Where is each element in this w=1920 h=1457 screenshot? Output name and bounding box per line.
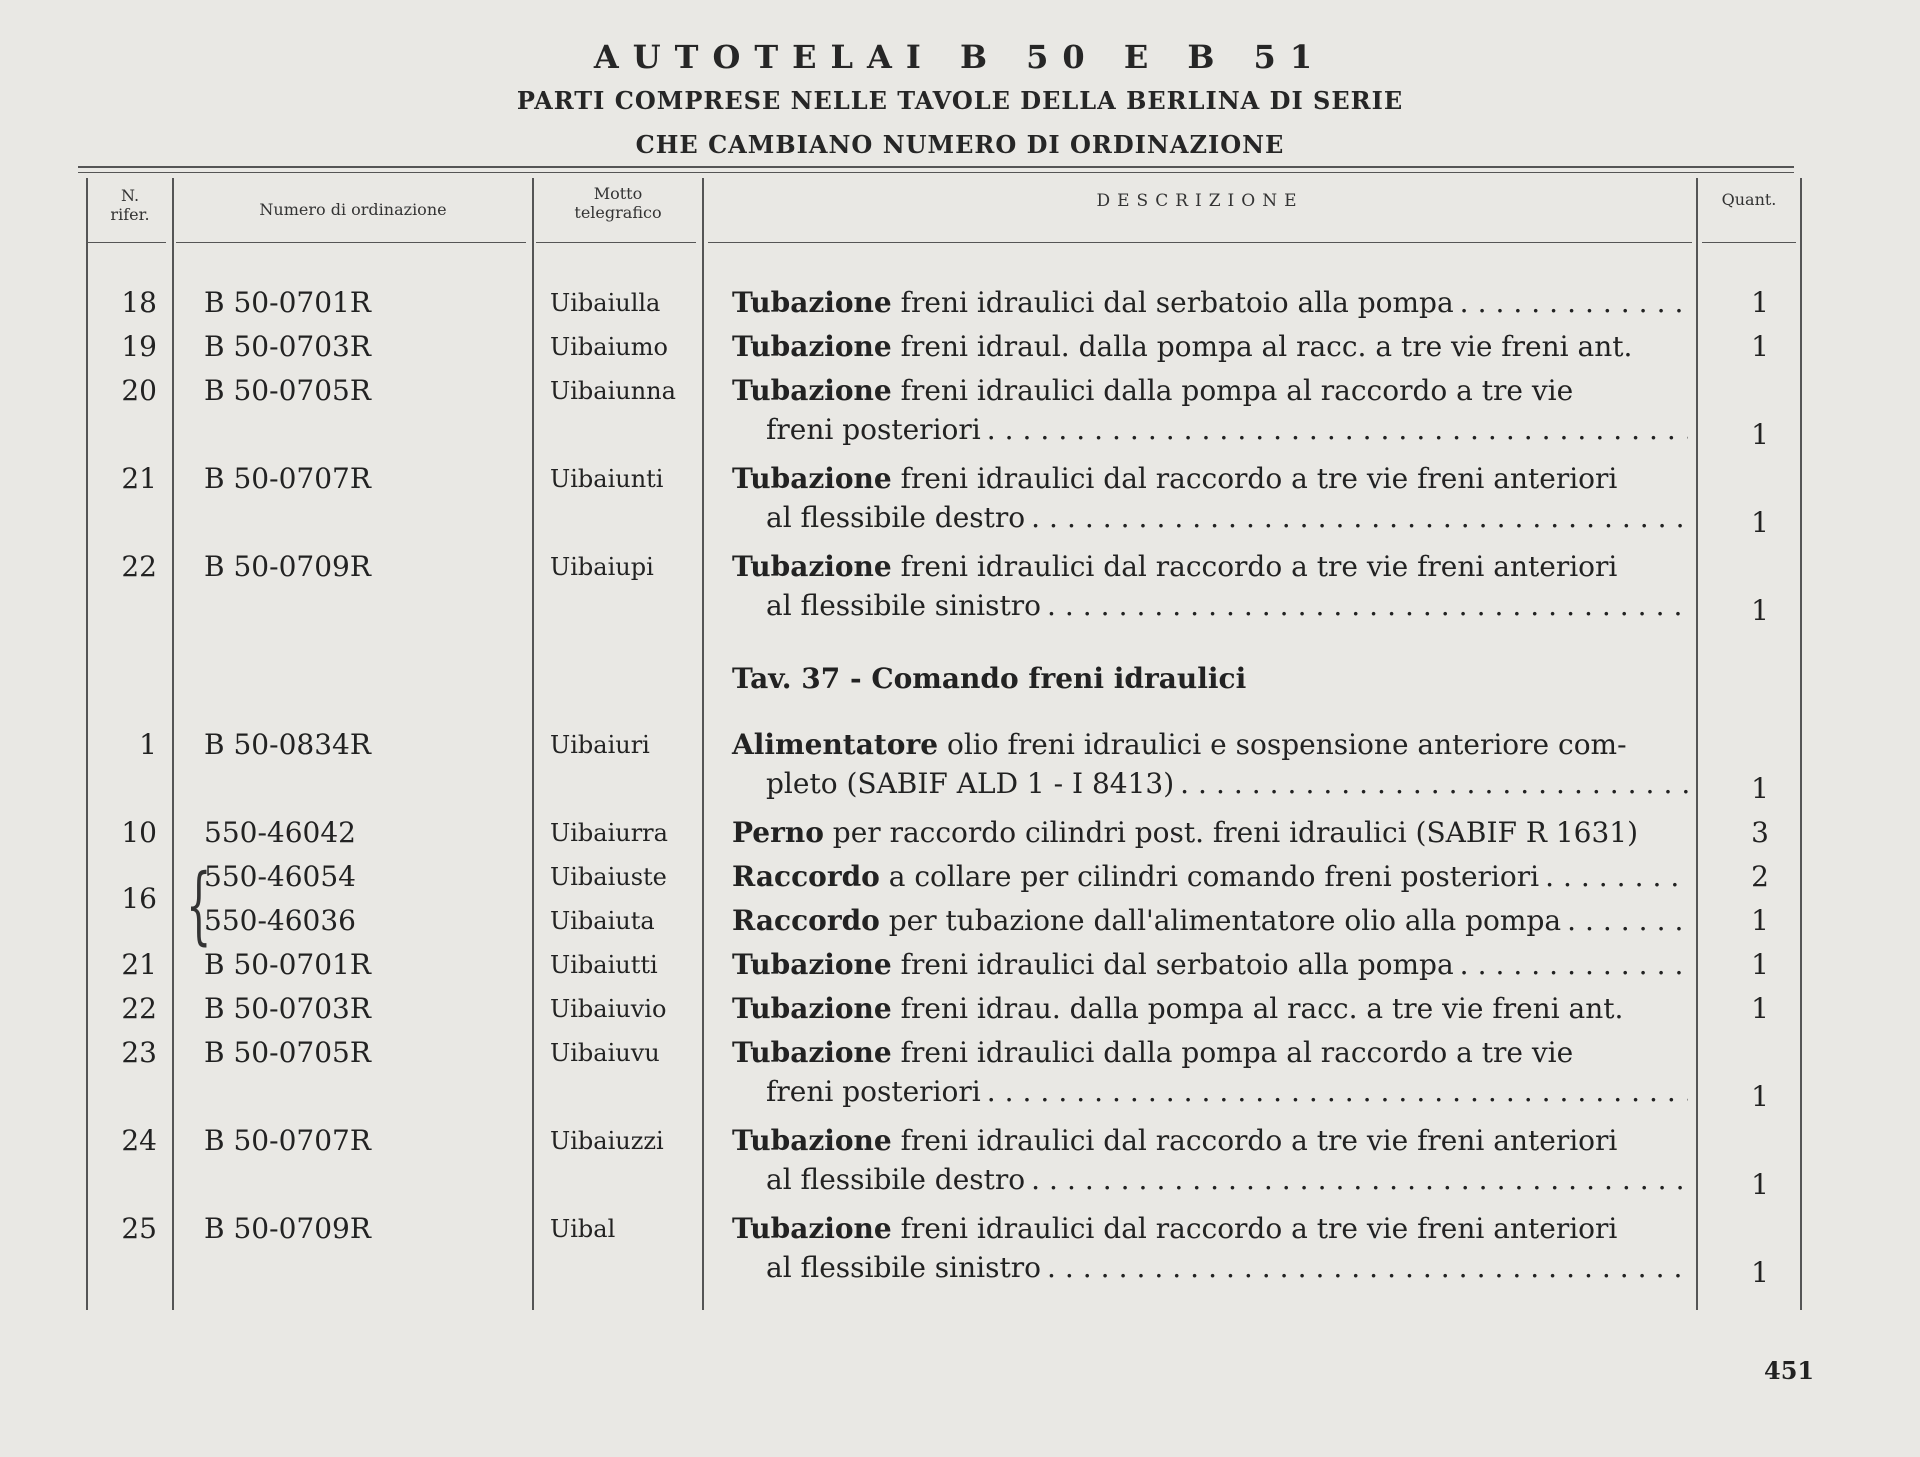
row-ref-number: 25 [121,1212,157,1245]
row-telegraphic-code: Uibaiunna [550,377,676,405]
row-quantity: 1 [1751,1256,1769,1289]
header-description: DESCRIZIONE [1096,191,1304,211]
table-row [0,286,1920,330]
row-desc-text: freni idrau. dalla pompa al racc. a tre vie freni ant. [891,992,1624,1025]
row-desc-text: per tubazione dall'alimentatore olio alla pompa [879,904,1562,937]
row-ref-number: 10 [121,816,157,849]
row-desc-text: olio freni idraulici e sospensione anteriore com- [938,728,1627,761]
row-order-code: B 50-0709R [204,1212,371,1245]
row-quantity: 1 [1751,772,1769,805]
row-telegraphic-code: Uibaiumo [550,333,668,361]
table-row [0,1036,1920,1113]
row-description [732,948,1688,981]
row-desc-keyword: Tubazione [732,992,892,1025]
header-underline [1702,242,1796,243]
row-desc-keyword: Tubazione [732,550,892,583]
row-desc-continuation: freni posteriori [766,413,981,446]
row-order-code: B 50-0703R [204,330,371,363]
row-description [732,374,1688,446]
table-row [0,462,1920,539]
row-desc-text: freni idraulici dal raccordo a tre vie freni anteriori [891,462,1618,495]
row-telegraphic-code: Uibaiuste [550,863,667,891]
row-ref-number: 24 [121,1124,157,1157]
row-telegraphic-code: Uibal [550,1215,616,1243]
row-order-code: 550-46036 [204,904,356,937]
row-desc-continuation: al flessibile destro [766,1163,1026,1196]
row-description [732,330,1688,363]
row-telegraphic-code: Uibaiuvu [550,1039,660,1067]
row-desc-text: freni idraulici dal serbatoio alla pompa [891,286,1454,319]
row-desc-keyword: Raccordo [732,860,880,893]
section-title: Tav. 37 - Comando freni idraulici [732,662,1247,695]
table-row [0,374,1920,451]
row-ref-number: 20 [121,374,157,407]
row-ref-number: 23 [121,1036,157,1069]
row-telegraphic-code: Uibaiupi [550,553,654,581]
row-description [732,992,1688,1025]
header-quantity: Quant. [1721,190,1777,209]
row-desc-keyword: Raccordo [732,904,880,937]
row-quantity: 1 [1751,1168,1769,1201]
row-description [732,1124,1688,1196]
row-ref-number: 16 [121,882,157,915]
row-quantity: 1 [1751,904,1769,937]
row-telegraphic-code: Uibaiuta [550,907,655,935]
row-order-code: B 50-0705R [204,374,371,407]
page-subtitle-2: CHE CAMBIANO NUMERO DI ORDINAZIONE [635,130,1285,159]
row-quantity: 3 [1751,816,1769,849]
row-order-code: B 50-0705R [204,1036,371,1069]
page-title: AUTOTELAI B 50 E B 51 [593,38,1327,76]
row-ref-number: 1 [139,728,157,761]
page-subtitle-1: PARTI COMPRESE NELLE TAVOLE DELLA BERLINA DI SERIE [516,86,1404,115]
row-desc-text: freni idraulici dal raccordo a tre vie freni anteriori [891,1212,1618,1245]
header-underline [708,242,1692,243]
row-ref-number: 22 [121,550,157,583]
table-row [0,330,1920,374]
row-quantity: 1 [1751,594,1769,627]
table-row [0,728,1920,805]
row-desc-continuation: freni posteriori [766,1075,981,1108]
row-telegraphic-code: Uibaiutti [550,951,658,979]
row-telegraphic-code: Uibaiuvio [550,995,667,1023]
row-telegraphic-code: Uibaiulla [550,289,661,317]
row-order-code: B 50-0834R [204,728,371,761]
header-rif [88,186,172,224]
row-ref-number: 21 [121,462,157,495]
row-quantity: 2 [1751,860,1769,893]
table-row [0,1124,1920,1201]
table-row [0,1212,1920,1289]
row-quantity: 1 [1751,418,1769,451]
header-underline [176,242,526,243]
row-desc-text: per raccordo cilindri post. freni idraulici (SABIF R 1631) [823,816,1638,849]
row-telegraphic-code: Uibaiurra [550,819,668,847]
row-desc-text: a collare per cilindri comando freni posteriori [879,860,1540,893]
row-quantity: 1 [1751,992,1769,1025]
row-description [732,728,1688,800]
row-desc-text: freni idraulici dal raccordo a tre vie freni anteriori [891,1124,1618,1157]
row-quantity: 1 [1751,948,1769,981]
row-telegraphic-code: Uibaiuzzi [550,1127,664,1155]
row-quantity: 1 [1751,330,1769,363]
table-row [0,550,1920,627]
row-description [732,860,1688,893]
header-underline [536,242,696,243]
row-order-code: B 50-0701R [204,948,371,981]
row-description [732,816,1688,849]
row-desc-keyword: Tubazione [732,948,892,981]
row-quantity: 1 [1751,506,1769,539]
table-row [0,860,1920,904]
header-code: Numero di ordinazione [259,200,447,219]
table-row [0,948,1920,992]
brace-icon: { [186,857,212,955]
row-quantity: 1 [1751,1080,1769,1113]
row-description [732,1036,1688,1108]
row-order-code: B 50-0703R [204,992,371,1025]
row-description [732,286,1688,319]
row-order-code: B 50-0707R [204,462,371,495]
row-order-code: 550-46054 [204,860,356,893]
row-ref-number: 18 [121,286,157,319]
row-desc-keyword: Tubazione [732,374,892,407]
row-desc-keyword: Tubazione [732,286,892,319]
row-desc-keyword: Tubazione [732,1212,892,1245]
row-description [732,550,1688,622]
row-ref-number: 22 [121,992,157,1025]
header-motto-line1: Motto [593,184,643,203]
row-description [732,462,1688,534]
table-row [0,816,1920,860]
table-row [0,992,1920,1036]
row-desc-continuation: al flessibile sinistro [766,1251,1041,1284]
row-desc-text: freni idraulici dal raccordo a tre vie freni anteriori [891,550,1618,583]
header-rif-line1: N. [120,186,140,205]
header-rif-line2: rifer. [110,205,150,224]
row-telegraphic-code: Uibaiunti [550,465,664,493]
row-desc-keyword: Perno [732,816,824,849]
row-desc-keyword: Tubazione [732,330,892,363]
row-desc-keyword: Tubazione [732,1124,892,1157]
row-ref-number: 19 [121,330,157,363]
row-quantity: 1 [1751,286,1769,319]
row-order-code: 550-46042 [204,816,356,849]
header-underline [88,242,166,243]
row-description [732,904,1688,937]
row-desc-keyword: Tubazione [732,1036,892,1069]
row-desc-text: freni idraulici dalla pompa al raccordo a tre vie [891,374,1574,407]
row-desc-text: freni idraul. dalla pompa al racc. a tre vie freni ant. [891,330,1633,363]
row-telegraphic-code: Uibaiuri [550,731,650,759]
row-order-code: B 50-0701R [204,286,371,319]
row-order-code: B 50-0707R [204,1124,371,1157]
row-desc-continuation: pleto (SABIF ALD 1 - I 8413) [766,767,1175,800]
row-desc-text: freni idraulici dalla pompa al raccordo a tre vie [891,1036,1574,1069]
row-description [732,1212,1688,1284]
row-desc-keyword: Tubazione [732,462,892,495]
header-motto-line2: telegrafico [574,203,662,222]
row-ref-number: 21 [121,948,157,981]
header-motto [534,184,702,222]
row-desc-keyword: Alimentatore [732,728,939,761]
page-number: 451 [1764,1356,1815,1385]
top-rule-thin [78,172,1794,173]
row-desc-continuation: al flessibile sinistro [766,589,1041,622]
row-desc-text: freni idraulici dal serbatoio alla pompa [891,948,1454,981]
row-order-code: B 50-0709R [204,550,371,583]
table-row [0,904,1920,948]
top-rule [78,166,1794,168]
row-desc-continuation: al flessibile destro [766,501,1026,534]
